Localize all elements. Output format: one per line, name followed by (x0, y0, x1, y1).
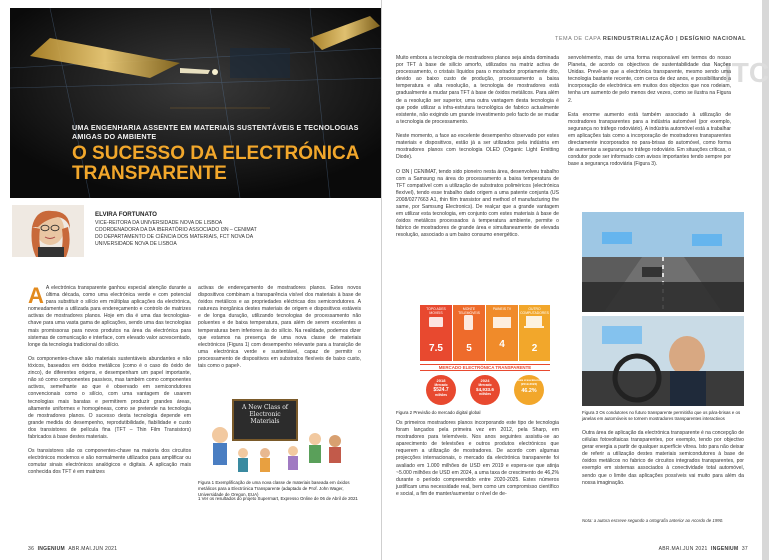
left-footer-date: ABR.MAI.JUN 2021 (68, 546, 118, 552)
category-icons (420, 305, 550, 361)
category-label: PAINEIS TV (492, 307, 512, 311)
left-column-2 (198, 285, 361, 378)
right-page-number: 37 (741, 546, 748, 552)
author-name: ELVIRA FORTUNATO (95, 211, 157, 218)
bubble-label: Mercado (434, 383, 448, 387)
author-bio: VICE-REITORA DA UNIVERSIDADE NOVA DE LISBOA COORDENADORA DA DA IBERATÓRIO ASSOCIADO I3N – CENIMAT DO DEPARTAMENTO DE CIÊNCIA DOS MATERIAIS, FCT NOVA DA UNIVERSIDADE NOVA DE LISBOA (95, 220, 257, 247)
right-column-1-text: Muito embora a tecnologia de mostradores planos seja ainda dominada por TFT à base de silício amorfo, utilizados na matriz activa de processamento, o cristais líquidos para o mostrador propriamente dito, devido ao baixo custo de produção, processamento a baixa temperatura e alta resolução, a tecnologia de mostradores está gradualmente a mudar para TFT à base de óxidos metálicos. Para além de a resolução ser superior, uma outra vantagem desta tecnologia é que pode utilizar a infra-estrutura tecnológica de fabrico actualmente existente, não exigindo um grande investimento pelo facto de se mudar a tecnologia de processamento. Neste momento, a face ao excelente desempenho observado por estes materiais e dispositivos, estão já a ser utilizados pela indústria em mostradores planos com tecnologia OLED (Organic Light Emitting Diode). O I3N | CENIMAT, tendo sido pioneiro nesta área, desenvolveu trabalho com a Samsung na área do processamento a baixa temperatura de TFT compatível com a utilização de substratos poliméricos (electrónica flexível), tendo esse trabalho dado origem a uma patente conjunta (US 2008/0277663 A1, thin film transistor and method of manufacturing the same, por Samsung Electronics). De realçar que a grande vantagem em utilizar esta tecnologia, em conjunto com estes materiais à base de óxidos metálicos processados à temperatura ambiente, permite o fabrico de mostradores de grande área e simultaneamente de elevada resolução, associado a um baixo consumo energético. (396, 55, 559, 239)
right-footer-date: ABR.MAI.JUN 2021 (658, 546, 708, 552)
author-photo (12, 205, 84, 257)
category-label: MONTE TELEMÓVEIS (458, 307, 480, 315)
category-row (420, 305, 550, 361)
bubble-value: $524.7 (433, 387, 449, 393)
right-column-bottom-2 (582, 430, 744, 510)
left-column-1-text: A electrónica transparente ganhou especial atenção durante a última década, como uma electrónica verde e com potencial para substituir o silício em múltiplas aplicações da electrónica, nomeadamente a utilizada para endereçamento e controlo de matrizes activas de mostradores planos. Hoje em dia é uma das tecnologias-chave para uma vasta gama de aplicações, sendo uma das tecnologias mais promissoras para novos produtos na área da electrónica para sistemas de comunicação e interface, com elevado valor acrescentado, longe da tecnologia tradicional do silício. Os componentes-chave são materiais sustentáveis abundantes e não tóxicos, baseados em óxidos metálicos (como é o caso do óxido de zinco), de diferentes origens, e desempenham um papel importante, não só como componentes passivos, mas também como componentes activos, semelhante ao que é observado em semicondutores convencionais como o silício, com uma vantagem de usarem tecnologias mais baratas e permitirem produzir grandes áreas, altamente uniformes e homogéneas, como se pretende na tecnologia de mostradores planos. O sucesso desta tecnologia depende em grande medida do desempenho, reprodutibilidade, fiabilidade e custo dos transistores de película fina (TFT – Thin Film Transistors) fabricados à base destes materiais. Os transistores são os componentes-chave na maioria dos circuitos electrónicos modernos e são normalmente utilizados para amplificar ou comutar sinais electrónicos analógicos e digitais. A aplicação mais conhecida dos TFT é em matrizes (28, 285, 191, 476)
market-bubble (470, 375, 500, 405)
hero-image (10, 8, 386, 198)
figure-1-illustration (205, 395, 355, 475)
left-footer-brand: INGENIUM (37, 546, 65, 552)
bubble-unit: milhões (478, 392, 492, 396)
left-column-2-text: activas de endereçamento de mostradores planos. Estes novos dispositivos combinam a transparência visível dos materiais à base de óxidos metálicos e as propriedades eléctricas dos semicondutores. A natureza inorgânica destes materiais de origem e dispositivos estáveis e de longa duração, utilizando tecnologias de processamento não poluentes e de baixa temperatura, para além de serem excelentes a temperaturas bem inferiores às do silício. Na realidade, podemos dizer que estamos na presença de uma nova classe de materiais electrónicos (Figura 1) com desempenho relevante para a transição de uma electrónica verde e sustentável, capaz de permitir o processamento de dispositivos em substratos flexíveis de baixo custo, tais como o papel¹. (198, 285, 361, 370)
left-column-1 (28, 285, 191, 533)
dropcap: A (28, 283, 44, 308)
bubble-value: $4,933.6 (476, 387, 494, 392)
market-bubble (514, 375, 544, 405)
itc-watermark: ITC (724, 57, 769, 88)
infographic-title: MERCADO ELECTRÓNICA TRANSPARENTE (420, 364, 550, 371)
category-value: 7.5 (429, 343, 443, 354)
left-page (0, 0, 381, 560)
right-column-bottom-1-text: Os primeiros mostradores planos incorporando este tipo de tecnologia foram lançados pela primeira vez em 2012, pela Sharp, em mostradores para telemóveis. Nos anos seguintes assistiu-se ao aparecimento de televisões e outros produtos electrónicos que requerem a utilização de mostradores. De acordo com algumas projecções internacionais, o mercado da electrónica transparente foi avaliado em 1.000 milhões de USD em 2019 e espera-se que atinja ~5.000 milhões de USD em 2024, a uma taxa de crescimento de 46,2% durante o período compreendido entre 2020-2025. Estes números justificam uma necessidade real, bem como um compromisso científico e social, a fim de manter/aumentar o nível de de- (396, 420, 559, 497)
section-tag: REINDUSTRIALIZAÇÃO | DESÍGNIO NACIONAL (602, 36, 746, 42)
right-column-1 (396, 55, 559, 275)
category-label: OUTRO COMPUTADORES (520, 307, 549, 315)
figure-3-caption: Figura 3 Os condutores no futuro transparente permitirão que os pára-brisas e os janelas em automóveis se tornem mostradores transparentes interactivos (582, 410, 741, 421)
right-footer-brand: INGENIUM (711, 546, 739, 552)
bubble-unit: milhões (434, 393, 448, 397)
figure-1-board-text: A New Class of Electronic Materials (241, 404, 289, 425)
figure-2-infographic (420, 305, 550, 405)
category-value: 2 (531, 343, 538, 354)
figure-3-windshield-photo (582, 212, 744, 312)
section-header (555, 36, 746, 42)
right-page (381, 0, 769, 560)
category-value: 4 (499, 339, 505, 350)
figure-3-driver-photo (582, 316, 744, 406)
left-footer (28, 546, 117, 552)
article-title: O SUCESSO DA ELECTRÓNICA TRANSPARENTE (72, 143, 359, 184)
figure-2-caption: Figura 2 Previsão do mercado digital global (396, 410, 481, 415)
bubble-value: 46.2% (521, 388, 537, 394)
right-footer (659, 546, 748, 552)
bubble-year: Taxa crescimento (2019-2024) (516, 378, 542, 386)
category-label: TOPO ADES MOVEIS (426, 307, 446, 315)
right-column-bottom-1 (396, 420, 559, 530)
right-column-bottom-2-text: Outra área de aplicação da electrónica transparente é na concepção de células fotovoltaicas transparentes, por exemplo, tendo por objectivo gerar energia a partir de qualquer superfície vítrea. Isto para não deixar de referir a utilização destes materiais semicondutores à base de óxidos metálicos no fabrico de circuitos integrados transparentes, por exemplo em sistemas associados à conectividade total automóvel, sendo que o limite das aplicações possíveis vai muito para além da nossa imaginação. (582, 430, 744, 486)
left-page-number: 36 (28, 546, 35, 552)
figure-1-caption: Figura 1 Exemplificação de uma nova classe de materiais baseada em óxidos metálicos para a Electrónica Transparente (adaptado de Prof. John Wager, Universidade de Oregon, EUA) (198, 480, 350, 497)
market-bubble (426, 375, 456, 405)
bubble-year: 2018 (436, 378, 446, 383)
category-value: 5 (466, 343, 472, 354)
section-name: TEMA DE CAPA (554, 36, 601, 42)
right-column-2-text: senvolvimento, mas de uma forma responsável em termos do nosso Planeta, de acordo os objectivos de sustentabilidade das Nações Unidas. Prevê-se que a electrónica transparente, mesmo sendo uma tecnologia bastante recente, com cerca de dez anos, e possibilitando a incorporação de electrónica em muitos dos objectos que nos rodeiam, tenha um aumento de pelo menos dez vezes, como se ilustra na Figura 2. Esta enorme aumento está também associado à utilização de mostradores transparentes para a indústria automóvel (por exemplo, segurança no tráfego rodoviário). A indústria automóvel está a trabalhar em aplicações tais como a incorporação de mostradores transparentes directamente incorporados no para-brisas do automóvel, como forma de aumentar a segurança no tráfego rodoviário. Em situações críticas, o condutor pode ser informado com avisos importantes tendo sempre por base a segurança rodoviária (Figura 3). (568, 55, 731, 168)
bubble-year: 2024 (480, 378, 490, 383)
bubble-label: Mercado (478, 383, 492, 387)
orthography-note: Nota: a autora escreve segundo a ortografia anterior ao Acordo de 1990. (582, 518, 724, 523)
figure-1-note: 1 Ver os resultados do projeto Supermart, Expresso Online de 06 de Abril de 2021 (198, 496, 358, 501)
right-column-2 (568, 55, 731, 205)
article-kicker: UMA ENGENHARIA ASSENTE EM MATERIAIS SUSTENTÁVEIS E TECNOLOGIAS AMIGAS DO AMBIENTE (72, 123, 359, 141)
